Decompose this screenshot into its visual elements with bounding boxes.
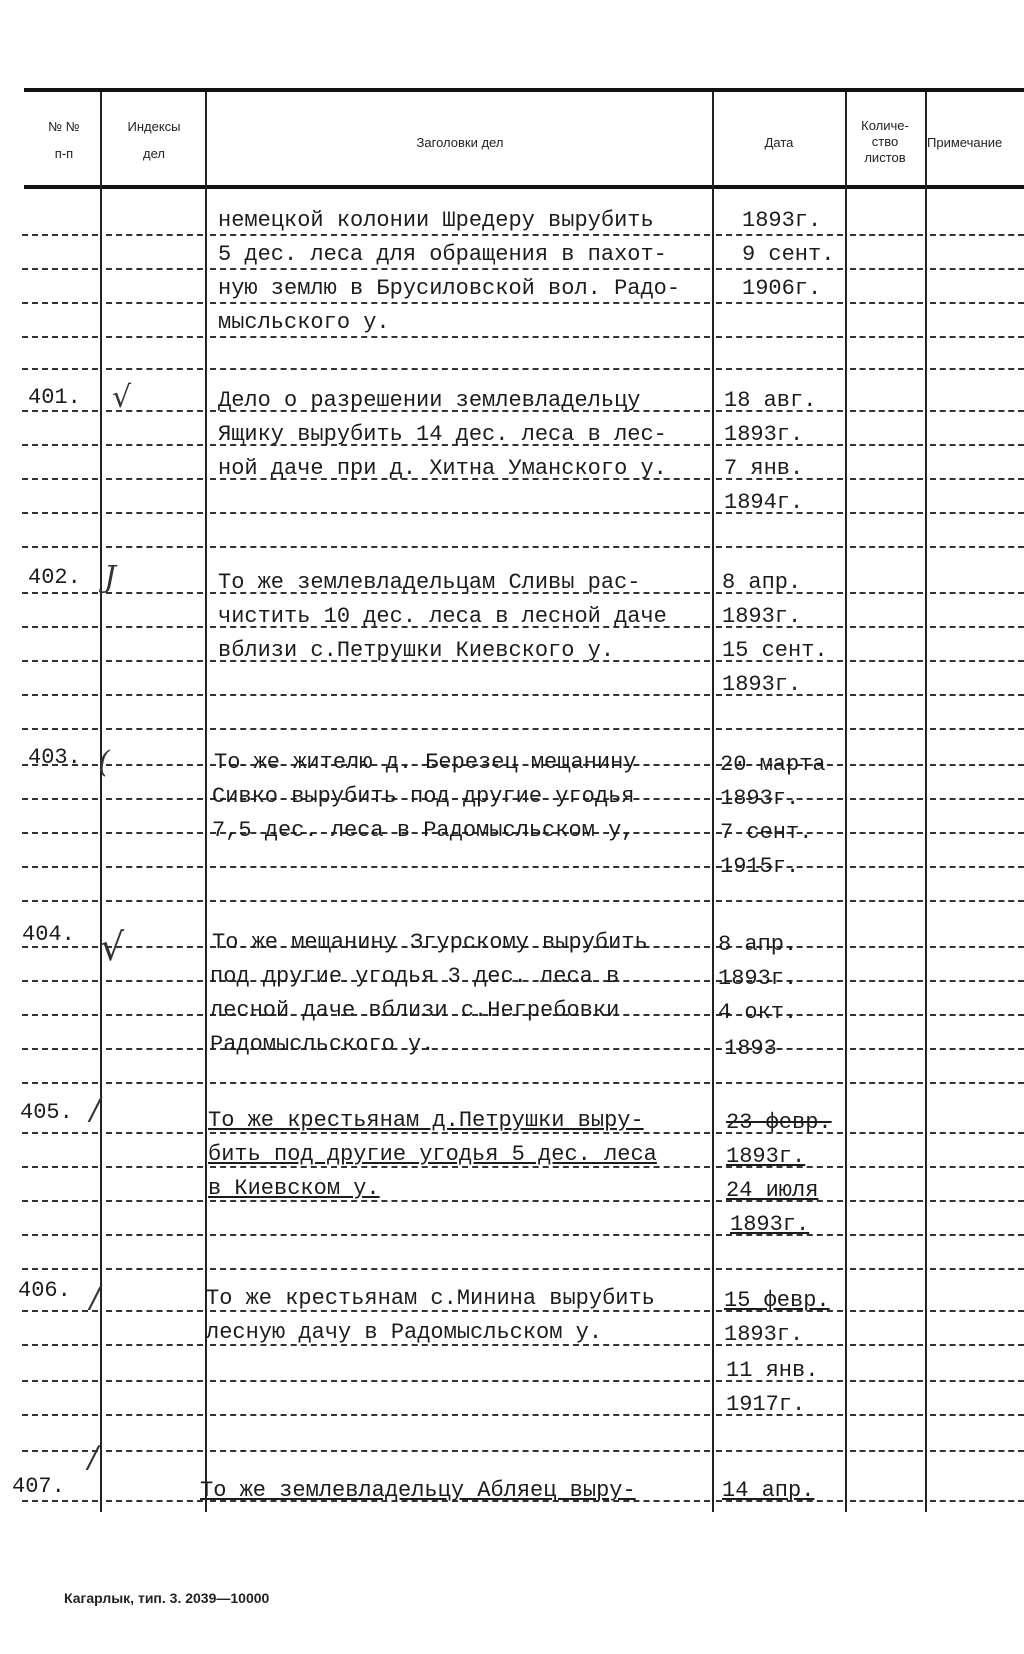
ruled-line [850,1048,923,1050]
ruled-line [716,268,843,270]
entry-date-line: 24 июля [726,1178,819,1203]
ruled-line [930,302,1024,304]
ruled-line [22,1268,98,1270]
ruled-line [930,980,1024,982]
ruled-line [850,1268,923,1270]
ruled-line [210,1268,710,1270]
entry-title-line: То же землевладельцу Абляец выру- [200,1478,636,1503]
ruled-line [850,302,923,304]
entry-date-line: 1893 [724,1036,777,1061]
ruled-line [22,1414,98,1416]
ruled-line [106,728,203,730]
ruled-line [22,368,98,370]
ruled-line [22,1310,98,1312]
ruled-line [22,268,98,270]
ruled-line [22,1500,98,1502]
ruled-line [106,626,203,628]
ruled-line [716,368,843,370]
entry-date-line: 7 янв. [724,456,804,481]
ruled-line [22,1014,98,1016]
ruled-line [106,478,203,480]
ruled-line [22,660,98,662]
ruled-line [22,1048,98,1050]
entry-date-line: 1893г. [722,604,802,629]
entry-date-line: 7 сент. [720,820,813,845]
ruled-line [930,444,1024,446]
ruled-line [850,1500,923,1502]
ruled-line [850,1166,923,1168]
ruled-line [930,1344,1024,1346]
ruled-line [106,660,203,662]
entry-number: 404. [22,922,75,947]
col-divider-5 [925,92,927,1512]
ruled-line [930,1082,1024,1084]
ruled-line [106,1500,203,1502]
ruled-line [22,478,98,480]
ruled-line [930,832,1024,834]
ruled-line [930,1132,1024,1134]
ruled-line [106,980,203,982]
ruled-line [210,302,710,304]
entry-title-line: То же крестьянам с.Минина вырубить [206,1286,655,1311]
ruled-line [210,336,710,338]
ruled-line [106,1014,203,1016]
entry-title-line: 7,5 дес. леса в Радомысльском у, [212,818,635,843]
ruled-line [106,1234,203,1236]
printer-imprint: Кагарлык, тип. 3. 2039—10000 [64,1590,270,1606]
ruled-line [716,302,843,304]
ruled-line [850,1200,923,1202]
ruled-line [930,1048,1024,1050]
ruled-line [22,444,98,446]
entry-title-line: чистить 10 дес. леса в лесной даче [218,604,667,629]
ruled-line [850,946,923,948]
ruled-line [106,234,203,236]
ruled-line [850,336,923,338]
ruled-line [22,1344,98,1346]
ruled-line [930,1310,1024,1312]
ruled-line [850,1450,923,1452]
ruled-line [930,764,1024,766]
ruled-line [716,1450,843,1452]
ruled-line [22,1082,98,1084]
entry-date-line: 8 апр. [722,570,802,595]
ruled-line [106,302,203,304]
ruled-line [22,302,98,304]
header-bottom-rule [24,185,1024,189]
entry-date-line: 1893г. [724,422,804,447]
ruled-line [850,694,923,696]
ruled-line [716,1082,843,1084]
ruled-line [930,1500,1024,1502]
entry-date-line: 1893г. [726,1144,806,1169]
entry-date-line: 1893г. [724,1322,804,1347]
ruled-line [930,546,1024,548]
ruled-line [106,336,203,338]
entry-date-line: 1893г. [722,672,802,697]
entry-number: 401. [28,385,81,410]
ruled-line [106,1380,203,1382]
entry-number: 407. [12,1474,65,1499]
ruled-line [930,336,1024,338]
ruled-line [210,866,710,868]
col-divider-3 [712,92,714,1512]
entry-number: 406. [18,1278,71,1303]
ruled-line [850,626,923,628]
ruled-line [850,410,923,412]
ruled-line [850,268,923,270]
ruled-line [22,798,98,800]
ruled-line [930,1268,1024,1270]
ruled-line [106,268,203,270]
ruled-line [850,1344,923,1346]
check-mark-icon: √ [112,380,132,415]
ruled-line [106,1166,203,1168]
ruled-line [106,512,203,514]
entry-number: 402. [28,565,81,590]
entry-date-line: 14 апр. [722,1478,815,1503]
ruled-line [22,832,98,834]
ruled-line [106,764,203,766]
ruled-line [106,1414,203,1416]
ruled-line [850,444,923,446]
check-mark-icon: √ [100,925,125,969]
header-top-rule [24,88,1024,92]
ruled-line [850,900,923,902]
ruled-line [106,1310,203,1312]
ruled-line [850,1310,923,1312]
ruled-line [850,512,923,514]
entry-title-line: ную землю в Брусиловской вол. Радо- [218,276,681,301]
entry-date-line: 1894г. [724,490,804,515]
ruled-line [106,1450,203,1452]
ruled-line [930,694,1024,696]
entry-date-line: 1893г. [742,208,822,233]
ruled-line [850,1380,923,1382]
col-divider-1 [100,92,102,1512]
entry-date-line: 1906г. [742,276,822,301]
entry-title-line: То же крестьянам д.Петрушки выру- [208,1108,644,1133]
check-mark-icon: J [104,560,117,595]
ruled-line [210,1082,710,1084]
ruled-line [22,234,98,236]
ruled-line [930,1414,1024,1416]
ruled-line [22,546,98,548]
ruled-line [106,1268,203,1270]
entry-date-line: 18 авг. [724,388,817,413]
entry-title-line: То же землевладельцам Сливы рас- [218,570,641,595]
entry-date-line: 23 февр. [726,1110,832,1135]
ruled-line [930,268,1024,270]
ruled-line [930,512,1024,514]
ruled-line [850,234,923,236]
ruled-line [930,1450,1024,1452]
ruled-line [930,866,1024,868]
ruled-line [106,900,203,902]
ruled-line [716,900,843,902]
entry-title-line: мысльского у. [218,310,390,335]
entry-title-line: Радомысльского у. [210,1032,435,1057]
entry-date-line: 4 окт. [718,1000,798,1025]
ruled-line [106,1048,203,1050]
ruled-line [106,1200,203,1202]
ruled-line [930,592,1024,594]
ruled-line [210,368,710,370]
ruled-line [22,336,98,338]
ruled-line [22,728,98,730]
ruled-line [210,1380,710,1382]
ruled-line [716,1268,843,1270]
entry-title-line: 5 дес. леса для обращения в пахот- [218,242,667,267]
ruled-line [210,1234,710,1236]
ruled-line [930,478,1024,480]
ruled-line [22,1380,98,1382]
ruled-line [22,592,98,594]
ruled-line [850,1082,923,1084]
ruled-line [930,410,1024,412]
ruled-line [22,512,98,514]
ruled-line [22,626,98,628]
header-sheets: Количе- ство листов [861,118,909,165]
entry-title-line: в Киевском у. [208,1176,380,1201]
header-number: № № п-п [48,119,80,161]
ruled-line [930,234,1024,236]
entry-title-line: ной даче при д. Хитна Уманского у. [218,456,667,481]
entry-title-line: лесной даче вблизи с.Негребовки [210,998,620,1023]
ruled-line [850,980,923,982]
ruled-line [210,900,710,902]
entry-date-line: 1893г. [720,786,800,811]
header-index: Индексы дел [127,119,181,161]
ruled-line [106,444,203,446]
ruled-line [716,546,843,548]
check-mark-icon: / [90,1280,101,1315]
ruled-line [930,626,1024,628]
ruled-line [106,1082,203,1084]
header-date: Дата [764,135,794,150]
ruled-line [106,694,203,696]
entry-date-line: 20 марта [720,752,826,777]
entry-title-line: лесную дачу в Радомысльском у. [206,1320,603,1345]
ruled-line [106,592,203,594]
ruled-line [22,900,98,902]
ruled-line [22,866,98,868]
ruled-line [930,660,1024,662]
entry-date-line: 9 сент. [742,242,835,267]
entry-title-line: Сивко вырубить под другие угодья [212,784,635,809]
ruled-line [210,1414,710,1416]
ruled-line [210,1450,710,1452]
ruled-line [22,1234,98,1236]
ruled-line [850,764,923,766]
ruled-line [930,368,1024,370]
ruled-line [106,1132,203,1134]
entry-number: 403. [28,745,81,770]
ruled-line [106,1344,203,1346]
ruled-line [850,866,923,868]
ruled-line [210,728,710,730]
ruled-line [930,728,1024,730]
ruled-line [210,694,710,696]
ruled-line [850,728,923,730]
ruled-line [930,1014,1024,1016]
entry-title-line: Ящику вырубить 14 дес. леса в лес- [218,422,667,447]
entry-date-line: 1915г. [720,854,800,879]
entry-title-line: немецкой колонии Шредеру вырубить [218,208,654,233]
ruled-line [850,1014,923,1016]
entry-title-line: вблизи с.Петрушки Киевского у. [218,638,615,663]
ruled-line [210,546,710,548]
check-mark-icon: / [88,1440,99,1475]
ruled-line [930,900,1024,902]
header-title: Заголовки дел [416,135,504,150]
ruled-line [106,368,203,370]
entry-date-line: 8 апр. [718,932,798,957]
ruled-line [930,1234,1024,1236]
entry-date-line: 1893г. [730,1212,810,1237]
ruled-line [22,1132,98,1134]
ruled-line [850,1414,923,1416]
entry-date-line: 1917г. [726,1392,806,1417]
entry-date-line: 11 янв. [726,1358,819,1383]
ruled-line [850,832,923,834]
ruled-line [850,1132,923,1134]
entry-title-line: То же жителю д. Березец мещанину [214,750,637,775]
ruled-line [850,660,923,662]
ruled-line [716,728,843,730]
ruled-line [210,268,710,270]
entry-date-line: 15 февр. [724,1288,830,1313]
ruled-line [22,694,98,696]
ruled-line [716,336,843,338]
entry-date-line: 1893г. [718,966,798,991]
ruled-line [22,1450,98,1452]
ruled-line [930,1380,1024,1382]
ruled-line [210,234,710,236]
entry-title-line: бить под другие угодья 5 дес. леса [208,1142,657,1167]
entry-number: 405. [20,1100,73,1125]
ruled-line [850,478,923,480]
header-notes: Примечание [927,135,1003,150]
ruled-line [850,798,923,800]
ruled-line [850,546,923,548]
ruled-line [106,866,203,868]
ruled-line [850,368,923,370]
ruled-line [22,1200,98,1202]
entry-title-line: То же мещанину Згурскому вырубить [212,930,648,955]
entry-title-line: под другие угодья 3 дес. леса в [210,964,620,989]
ruled-line [106,546,203,548]
entry-title-line: Дело о разрешении землевладельцу [218,388,641,413]
ruled-line [22,1166,98,1168]
ruled-line [930,1166,1024,1168]
check-mark-icon: ( [98,745,110,780]
ruled-line [930,798,1024,800]
ruled-line [930,1200,1024,1202]
col-divider-4 [845,92,847,1512]
ruled-line [850,592,923,594]
ruled-line [930,946,1024,948]
ruled-line [22,980,98,982]
check-mark-icon: / [90,1092,101,1127]
ruled-line [106,798,203,800]
ruled-line [850,1234,923,1236]
ruled-line [716,234,843,236]
entry-date-line: 15 сент. [722,638,828,663]
ruled-line [210,512,710,514]
ruled-line [106,832,203,834]
